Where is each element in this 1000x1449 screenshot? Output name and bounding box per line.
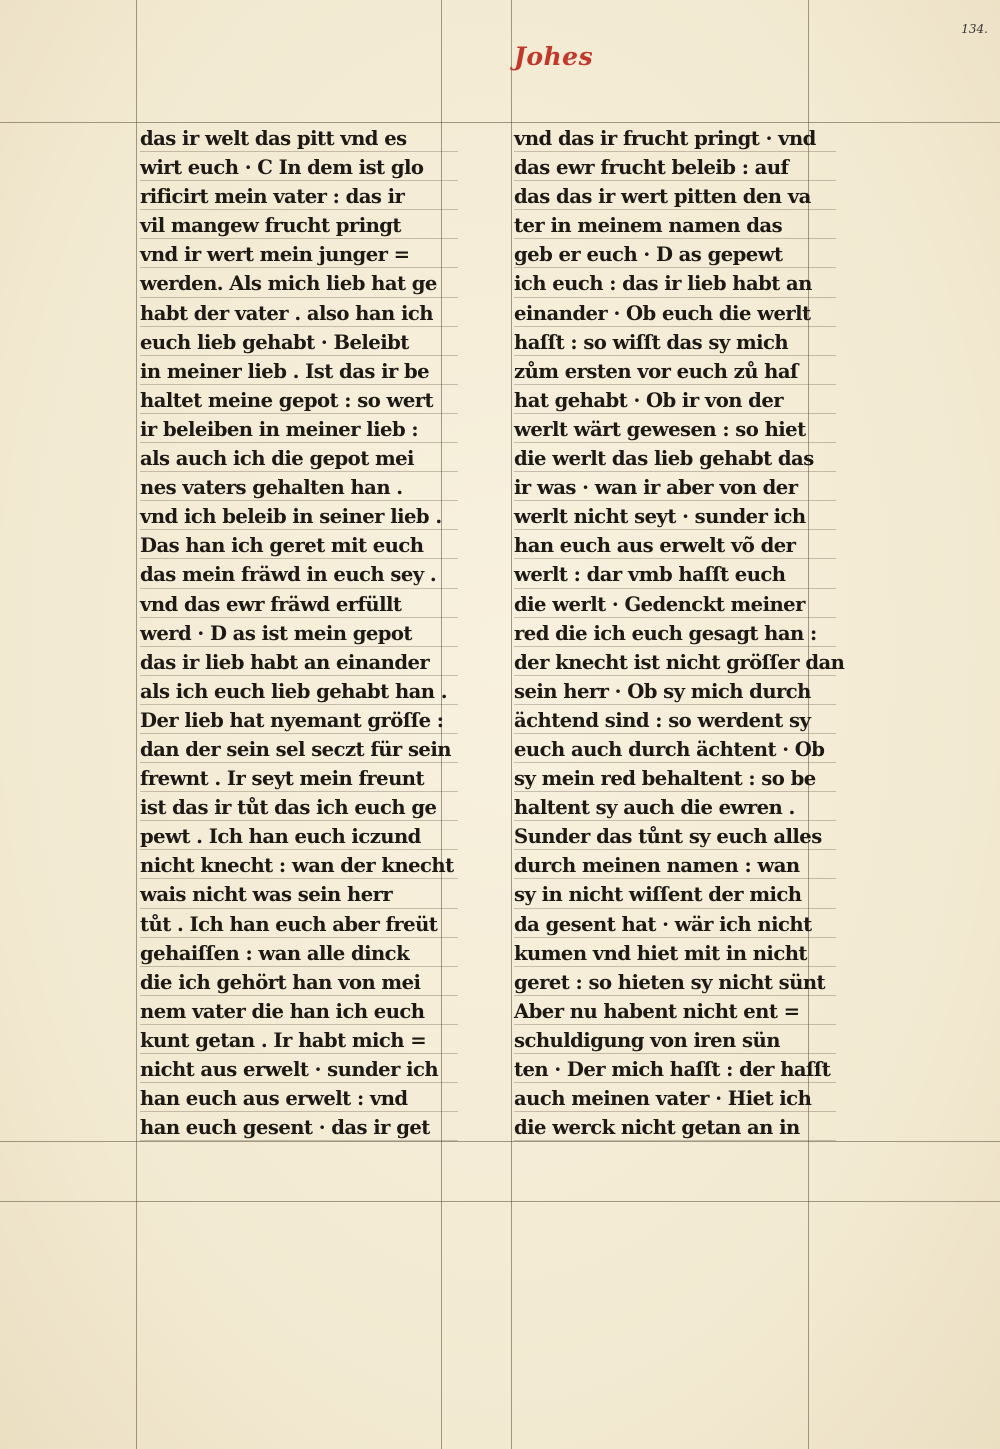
ruling-line xyxy=(0,1201,1000,1202)
text-line: gehaiſſen : wan alle dinck xyxy=(140,939,458,968)
text-line: ich euch : das ir lieb habt an xyxy=(514,269,836,298)
text-line: red die ich euch gesagt han : xyxy=(514,619,836,648)
text-line: geb er euch · D as gepewt xyxy=(514,240,836,269)
text-line: der knecht ist nicht gröſſer dan xyxy=(514,648,836,677)
text-line: Der lieb hat nyemant gröſſe : xyxy=(140,706,458,735)
text-line: frewnt . Ir seyt mein freunt xyxy=(140,764,458,793)
ruling-line xyxy=(0,122,1000,123)
text-line: geret : so hieten sy nicht sünt xyxy=(514,968,836,997)
text-line: habt der vater . also han ich xyxy=(140,299,458,328)
text-line: ir beleiben in meiner lieb : xyxy=(140,415,458,444)
text-line: vnd ir wert mein junger = xyxy=(140,240,458,269)
text-column-right xyxy=(514,124,845,1142)
text-line: vnd das ewr fräwd erfüllt xyxy=(140,590,458,619)
text-line: nicht aus erwelt · sunder ich xyxy=(140,1055,458,1084)
text-line: euch auch durch ächtent · Ob xyxy=(514,735,836,764)
text-line: werlt wärt gewesen : so hiet xyxy=(514,415,836,444)
text-line: euch lieb gehabt · Beleibt xyxy=(140,328,458,357)
running-head: Johes xyxy=(514,42,594,71)
text-line: wirt euch · C In dem ist glo xyxy=(140,153,458,182)
text-line: sy in nicht wiſſent der mich xyxy=(514,880,836,909)
text-line: das ewr frucht beleib : auf xyxy=(514,153,836,182)
text-line: in meiner lieb . Ist das ir be xyxy=(140,357,458,386)
text-line: auch meinen vater · Hiet ich xyxy=(514,1084,836,1113)
text-line: ist das ir tůt das ich euch ge xyxy=(140,793,458,822)
text-line: die werlt das lieb gehabt das xyxy=(514,444,836,473)
text-line: Das han ich geret mit euch xyxy=(140,531,458,560)
text-column-left xyxy=(140,124,458,1142)
text-line: als ich euch lieb gehabt han . xyxy=(140,677,458,706)
text-line: wais nicht was sein herr xyxy=(140,880,458,909)
text-line: das mein fräwd in euch sey . xyxy=(140,560,458,589)
text-line: zům ersten vor euch zů haſ xyxy=(514,357,836,386)
text-line: werlt nicht seyt · sunder ich xyxy=(514,502,836,531)
text-line: schuldigung von iren sün xyxy=(514,1026,836,1055)
text-line: das ir welt das pitt vnd es xyxy=(140,124,458,153)
text-line: vnd ich beleib in seiner lieb . xyxy=(140,502,458,531)
text-line: das ir lieb habt an einander xyxy=(140,648,458,677)
text-line: kumen vnd hiet mit in nicht xyxy=(514,939,836,968)
text-line: haltent sy auch die ewren . xyxy=(514,793,836,822)
text-line: hat gehabt · Ob ir von der xyxy=(514,386,836,415)
text-line: die ich gehört han von mei xyxy=(140,968,458,997)
text-line: durch meinen namen : wan xyxy=(514,851,836,880)
text-line: werden. Als mich lieb hat ge xyxy=(140,269,458,298)
text-line: da gesent hat · wär ich nicht xyxy=(514,910,836,939)
text-line: ir was · wan ir aber von der xyxy=(514,473,836,502)
text-line: ächtend sind : so werdent sy xyxy=(514,706,836,735)
text-line: tůt . Ich han euch aber freüt xyxy=(140,910,458,939)
text-line: sy mein red behaltent : so be xyxy=(514,764,836,793)
text-line: sein herr · Ob sy mich durch xyxy=(514,677,836,706)
text-line: nes vaters gehalten han . xyxy=(140,473,458,502)
text-line: als auch ich die gepot mei xyxy=(140,444,458,473)
text-line: kunt getan . Ir habt mich = xyxy=(140,1026,458,1055)
text-line: dan der sein sel seczt für sein xyxy=(140,735,458,764)
folio-number: 134. xyxy=(961,22,988,36)
ruling-line xyxy=(511,0,512,1449)
text-line: Aber nu habent nicht ent = xyxy=(514,997,836,1026)
text-line: ter in meinem namen das xyxy=(514,211,836,240)
text-line: vnd das ir frucht pringt · vnd xyxy=(514,124,836,153)
text-line: nem vater die han ich euch xyxy=(140,997,458,1026)
text-line: das das ir wert pitten den va xyxy=(514,182,836,211)
text-line: han euch aus erwelt võ der xyxy=(514,531,836,560)
text-line: han euch gesent · das ir get xyxy=(140,1113,458,1142)
text-line: haſſt : so wiſſt das sy mich xyxy=(514,328,836,357)
text-line: werlt : dar vmb haſſt euch xyxy=(514,560,836,589)
text-line: die werck nicht getan an in xyxy=(514,1113,836,1142)
text-line: die werlt · Gedenckt meiner xyxy=(514,590,836,619)
text-line: werd · D as ist mein gepot xyxy=(140,619,458,648)
text-line: einander · Ob euch die werlt xyxy=(514,299,836,328)
text-line: rificirt mein vater : das ir xyxy=(140,182,458,211)
text-line: Sunder das tůnt sy euch alles xyxy=(514,822,836,851)
text-line: pewt . Ich han euch iczund xyxy=(140,822,458,851)
text-line: han euch aus erwelt : vnd xyxy=(140,1084,458,1113)
text-line: ten · Der mich haſſt : der haſſt xyxy=(514,1055,836,1084)
ruling-line xyxy=(136,0,137,1449)
text-line: haltet meine gepot : so wert xyxy=(140,386,458,415)
text-line: nicht knecht : wan der knecht xyxy=(140,851,458,880)
text-line: vil mangew frucht pringt xyxy=(140,211,458,240)
